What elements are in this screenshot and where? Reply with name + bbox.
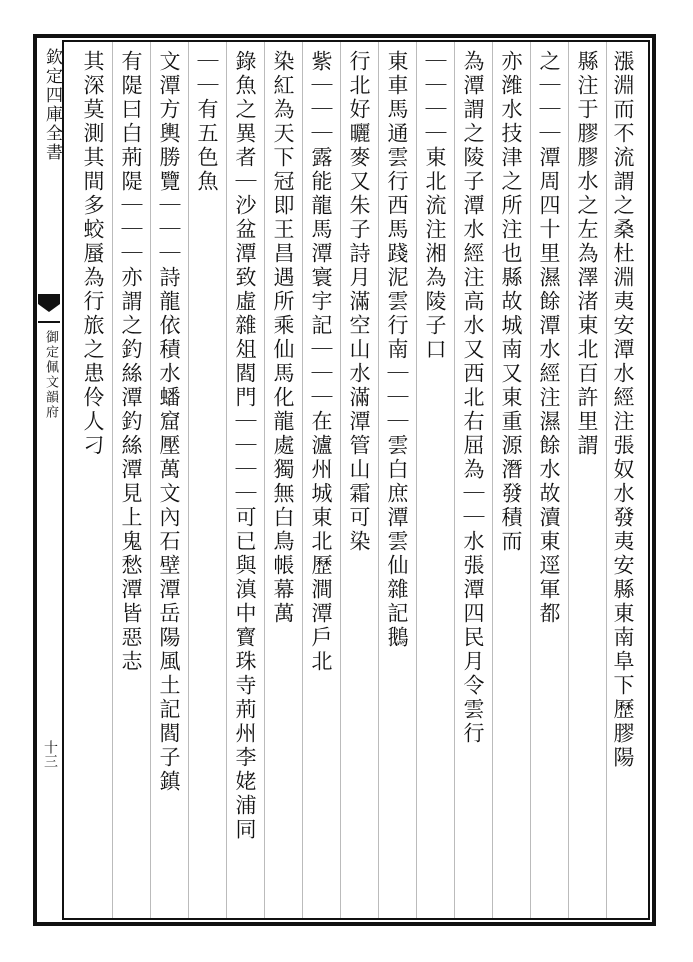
- text-column: ｜｜有五色魚: [195, 50, 219, 194]
- text-column: 行北好曬麥又朱子詩月滿空山水滿潭管山霜可染: [347, 50, 371, 554]
- text-column: ｜｜｜｜東北流注湘為陵子口: [423, 50, 447, 362]
- column-rule: [492, 42, 493, 918]
- text-column: 紫｜｜｜露能龍馬潭寰宇記｜｜｜在瀘州城東北歷澗潭戶北: [309, 50, 333, 674]
- text-column: 縣注于膠膠水之左為澤渚東北百許里謂: [575, 50, 599, 458]
- page-number: 十三: [42, 740, 58, 768]
- text-column: 有隄曰白荊隄｜｜｜亦謂之釣絲潭釣絲潭見上鬼愁潭皆惡志: [119, 50, 143, 674]
- text-column: 東車馬通雲行西馬踐泥雲行南｜｜｜雲白庶潭雲仙雜記鵝: [385, 50, 409, 650]
- column-rule: [378, 42, 379, 918]
- text-column: 其深莫測其間多蛟蜃為行旅之患伶人刁: [81, 50, 105, 458]
- column-rule: [606, 42, 607, 918]
- text-column: 為潭謂之陵子潭水經注高水又西北右屈為｜｜水張潭四民月令雲行: [461, 50, 485, 746]
- text-column: 之｜｜｜潭周四十里濕餘潭水經注濕餘水故瀆東逕軍都: [537, 50, 561, 626]
- column-rule: [568, 42, 569, 918]
- column-rule: [302, 42, 303, 918]
- text-column: 錄魚之異者｜沙盆潭致虛雜俎閻門｜｜｜｜可已與滇中寳珠寺荊州李姥浦同: [233, 50, 257, 842]
- fish-tail-icon: [36, 292, 62, 328]
- column-rule: [530, 42, 531, 918]
- book-title: 欽定四庫全書: [42, 48, 62, 162]
- column-rule: [340, 42, 341, 918]
- column-rule: [112, 42, 113, 918]
- text-column: 文潭方輿勝覽｜｜｜詩龍依積水蟠窟壓萬文內石壁潭岳陽風土記閻子鎮: [157, 50, 181, 794]
- volume-title: 御定佩文韻府: [43, 330, 58, 420]
- column-rule: [188, 42, 189, 918]
- margin-strip: [37, 40, 61, 920]
- column-rule: [150, 42, 151, 918]
- text-column: 染紅為天下冠即王昌遇所乘仙馬化龍處獨無白鳥帳幕萬: [271, 50, 295, 626]
- column-rule: [416, 42, 417, 918]
- text-column: 亦潍水技津之所注也縣故城南又東重源潛發積而: [499, 50, 523, 554]
- text-column: 漲淵而不流謂之桑杜淵夷安潭水經注張奴水發夷安縣東南阜下歷膠陽: [611, 50, 635, 770]
- column-rule: [454, 42, 455, 918]
- column-rule: [226, 42, 227, 918]
- column-rule: [264, 42, 265, 918]
